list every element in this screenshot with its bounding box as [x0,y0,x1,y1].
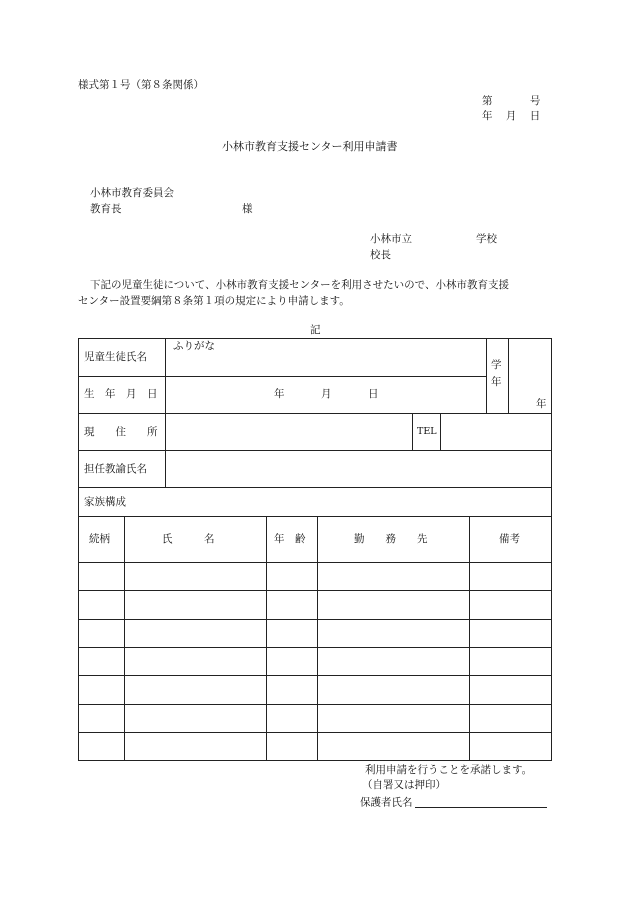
family-header-age: 年 齢 [274,533,306,545]
guardian-name-field[interactable] [415,796,547,808]
grade-label-1: 学 [491,359,502,371]
page-title: 小林市教育支援センター利用申請書 [222,140,398,153]
address-label: 現 住 所 [84,426,158,438]
addressee-honorific: 様 [242,203,253,215]
family-header-relation: 続柄 [89,533,110,545]
body-line-2: センター設置要綱第８条第１項の規定により申請します。 [78,295,350,307]
guardian-name-label: 保護者氏名 [360,796,413,809]
family-header-workplace: 勤 務 先 [354,533,428,545]
applicant-role: 校長 [370,249,391,261]
application-table [78,338,552,761]
grade-label-2: 年 [491,376,502,388]
consent-text: 利用申請を行うことを承諾します。 [365,764,533,776]
tel-field[interactable] [441,414,551,450]
addressee-org: 小林市教育委員会 [90,187,174,199]
family-label: 家族構成 [84,496,126,508]
date-year: 年 [482,110,493,122]
applicant-school-suffix: 学校 [476,233,497,245]
number-prefix: 第 [482,95,493,107]
number-line [482,96,540,107]
teacher-label: 担任教諭氏名 [84,463,147,475]
family-header-name: 氏 名 [162,533,215,545]
consent-note: （自署又は押印） [362,779,446,791]
date-line [482,111,540,122]
furigana-label: ふりがな [173,340,215,352]
applicant-school-prefix: 小林市立 [370,233,412,245]
body-line-1: 下記の児童生徒について、小林市教育支援センターを利用させたいので、小林市教育支援 [90,279,509,291]
addressee-title: 教育長 [90,203,122,215]
dob-label: 生 年 月 日 [84,388,158,400]
grade-unit: 年 [536,398,547,410]
ki-label: 記 [310,324,321,336]
family-header-notes: 備考 [499,533,520,545]
address-field[interactable] [166,414,412,450]
number-suffix: 号 [529,95,541,107]
student-name-label: 児童生徒氏名 [84,351,147,363]
teacher-field[interactable] [166,451,551,487]
dob-day: 日 [368,388,379,400]
guardian-name-row [360,796,547,808]
dob-year: 年 [274,388,285,400]
dob-month: 月 [321,388,332,400]
form-id: 様式第１号（第８条関係） [78,79,204,91]
date-day: 日 [529,110,541,122]
date-month: 月 [505,110,517,122]
tel-label: TEL [417,426,437,437]
